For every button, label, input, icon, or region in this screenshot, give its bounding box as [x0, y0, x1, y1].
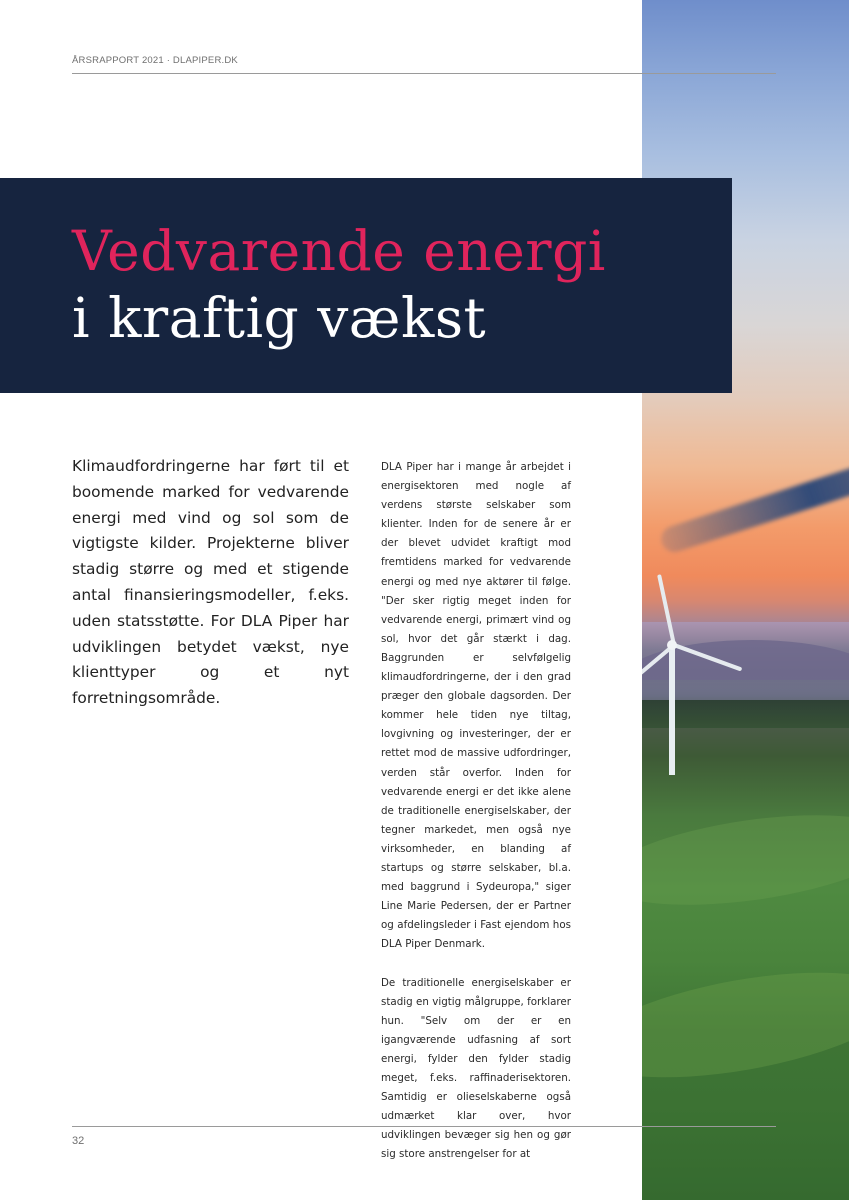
header-divider	[72, 73, 776, 74]
footer-divider	[72, 1126, 776, 1127]
intro-paragraph: Klimaudfordringerne har ført til et boomende marked for vedvarende energi med vind og sol som de vigtigste kilder. Projekterne bliver stadig større og med et stigende antal finansieringsmodeller, f.eks. uden statsstøtte. For DLA Piper har udviklingen betydet vækst, nye klienttyper og et nyt forretningsområde.	[72, 457, 349, 708]
title-line-1: Vedvarende energi	[72, 219, 606, 283]
title-line-2: i kraftig vækst	[72, 286, 487, 350]
blurred-turbine-blade	[658, 450, 849, 555]
running-head: ÅRSRAPPORT 2021 · DLAPIPER.DK	[72, 55, 238, 66]
body-column	[381, 458, 571, 1164]
field-highlight	[642, 800, 849, 921]
body-paragraph: De traditionelle energiselskaber er stadig en vigtig målgruppe, forklarer hun. "Selv om der er en igangværende udfasning af sort energi, fylder den fylder stadig meget, f.eks. raffinaderisektoren. Samtidig er olieselskaberne også udmærket klar over, hvor udviklingen bevæger sig hen og gør sig store anstrengelser for at	[381, 976, 571, 1161]
body-paragraph: DLA Piper har i mange år arbejdet i energisektoren med nogle af verdens største selskaber som klienter. Inden for de senere år er der blevet udvidet kraftigt mod fremtidens marked for vedvarende energi og med nye aktører til følge. "Der sker rigtig meget inden for vedvarende energi, primært vind og sol, hvor det går stærkt i dag. Baggrunden er selvfølgelig klimaudfordringerne, der i den grad præger den globale dagsorden. Der kommer hele tiden nye tiltag, lovgivning og investeringer, der er rettet mod de massive udfordringer, verden står overfor. Inden for vedvarende energi er det ikke alene de traditionelle energiselskaber, der tegner markedet, men også nye virksomheder, en blanding af startups og større selskaber, bl.a. med baggrund i Sydeuropa," siger Line Marie Pedersen, der er Partner og afdelingsleder i Fast ejendom hos DLA Piper Denmark.	[381, 461, 571, 951]
turbine-hub	[667, 640, 677, 650]
turbine-mast	[669, 645, 675, 775]
page-number: 32	[72, 1135, 85, 1147]
field-highlight	[642, 953, 849, 1097]
